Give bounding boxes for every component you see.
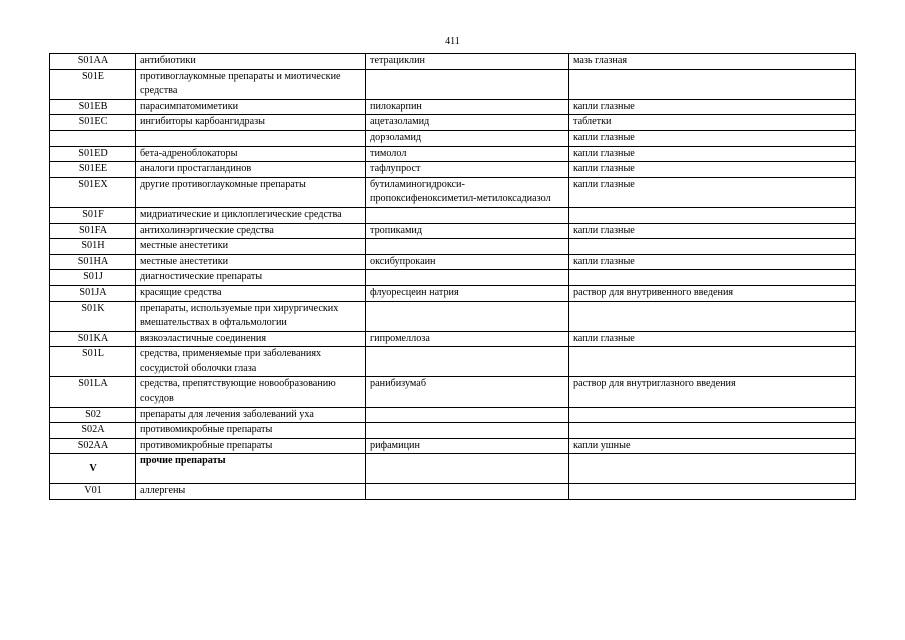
table-row	[50, 99, 856, 115]
atc-code-cell: S01FA	[50, 223, 136, 239]
atc-code-cell: S01L	[50, 347, 136, 377]
group-name-cell: аллергены	[136, 484, 366, 500]
table-row	[50, 54, 856, 70]
table-row	[50, 270, 856, 286]
atc-code-cell: S02AA	[50, 438, 136, 454]
table-row	[50, 331, 856, 347]
drug-name-cell	[366, 347, 569, 377]
table-row	[50, 285, 856, 301]
drug-name-cell: бутиламиногидрокси-пропоксифеноксиметил-метилоксадиазол	[366, 177, 569, 207]
dosage-form-cell	[569, 301, 856, 331]
dosage-form-cell	[569, 407, 856, 423]
group-name-cell: противомикробные препараты	[136, 438, 366, 454]
group-name-cell: средства, препятствующие новообразованию сосудов	[136, 377, 366, 407]
drug-name-cell: ранибизумаб	[366, 377, 569, 407]
group-name-cell: ингибиторы карбоангидразы	[136, 115, 366, 131]
group-name-cell: антибиотики	[136, 54, 366, 70]
group-name-cell: антихолинэргические средства	[136, 223, 366, 239]
table-row	[50, 377, 856, 407]
table-row	[50, 239, 856, 255]
drug-name-cell	[366, 69, 569, 99]
group-name-cell: аналоги простагландинов	[136, 162, 366, 178]
atc-code-cell: V	[50, 454, 136, 484]
group-name-cell: препараты для лечения заболеваний уха	[136, 407, 366, 423]
drug-name-cell	[366, 207, 569, 223]
atc-code-cell: S01EX	[50, 177, 136, 207]
drug-name-cell: ацетазоламид	[366, 115, 569, 131]
dosage-form-cell: капли глазные	[569, 162, 856, 178]
drug-name-cell: дорзоламид	[366, 130, 569, 146]
group-name-cell: другие противоглаукомные препараты	[136, 177, 366, 207]
dosage-form-cell: капли глазные	[569, 223, 856, 239]
table-row	[50, 454, 856, 484]
page-number: 411	[445, 36, 460, 47]
atc-code-cell	[50, 130, 136, 146]
group-name-cell: прочие препараты	[136, 454, 366, 484]
dosage-form-cell: капли глазные	[569, 254, 856, 270]
group-name-cell: диагностические препараты	[136, 270, 366, 286]
dosage-form-cell: капли глазные	[569, 99, 856, 115]
drug-name-cell: оксибупрокаин	[366, 254, 569, 270]
drug-name-cell: флуоресцеин натрия	[366, 285, 569, 301]
table-row	[50, 207, 856, 223]
table-row	[50, 438, 856, 454]
drug-name-cell: тропикамид	[366, 223, 569, 239]
drug-name-cell	[366, 423, 569, 439]
dosage-form-cell: капли глазные	[569, 177, 856, 207]
group-name-cell: мидриатические и циклоплегические средства	[136, 207, 366, 223]
drug-name-cell	[366, 454, 569, 484]
atc-code-cell: S01E	[50, 69, 136, 99]
drug-name-cell: рифамицин	[366, 438, 569, 454]
drug-name-cell: пилокарпин	[366, 99, 569, 115]
table-row	[50, 146, 856, 162]
table-row	[50, 223, 856, 239]
group-name-cell: местные анестетики	[136, 254, 366, 270]
group-name-cell: вязкоэластичные соединения	[136, 331, 366, 347]
atc-code-cell: S01H	[50, 239, 136, 255]
group-name-cell: средства, применяемые при заболеваниях сосудистой оболочки глаза	[136, 347, 366, 377]
dosage-form-cell	[569, 484, 856, 500]
drug-name-cell	[366, 484, 569, 500]
table-row	[50, 115, 856, 131]
table-row	[50, 484, 856, 500]
dosage-form-cell: мазь глазная	[569, 54, 856, 70]
group-name-cell	[136, 130, 366, 146]
table-row	[50, 347, 856, 377]
table-row	[50, 254, 856, 270]
table-row	[50, 407, 856, 423]
group-name-cell: парасимпатомиметики	[136, 99, 366, 115]
group-name-cell: препараты, используемые при хирургических вмешательствах в офтальмологии	[136, 301, 366, 331]
dosage-form-cell: таблетки	[569, 115, 856, 131]
dosage-form-cell	[569, 207, 856, 223]
dosage-form-cell	[569, 239, 856, 255]
dosage-form-cell	[569, 423, 856, 439]
table-body	[50, 54, 856, 500]
drug-name-cell	[366, 239, 569, 255]
atc-code-cell: S01EB	[50, 99, 136, 115]
drug-name-cell: гипромеллоза	[366, 331, 569, 347]
group-name-cell: красящие средства	[136, 285, 366, 301]
table-row	[50, 162, 856, 178]
group-name-cell: противоглаукомные препараты и миотические средства	[136, 69, 366, 99]
atc-code-cell: S01LA	[50, 377, 136, 407]
drug-name-cell: тетрациклин	[366, 54, 569, 70]
dosage-form-cell: капли глазные	[569, 331, 856, 347]
dosage-form-cell	[569, 454, 856, 484]
drug-name-cell	[366, 407, 569, 423]
table-row	[50, 69, 856, 99]
atc-code-cell: S01HA	[50, 254, 136, 270]
atc-code-cell: S01ED	[50, 146, 136, 162]
dosage-form-cell	[569, 347, 856, 377]
dosage-form-cell: капли глазные	[569, 130, 856, 146]
atc-code-cell: S02A	[50, 423, 136, 439]
group-name-cell: противомикробные препараты	[136, 423, 366, 439]
table-row	[50, 423, 856, 439]
group-name-cell: бета-адреноблокаторы	[136, 146, 366, 162]
table-row	[50, 301, 856, 331]
atc-code-cell: S01JA	[50, 285, 136, 301]
table-row	[50, 130, 856, 146]
table-row	[50, 177, 856, 207]
drug-name-cell	[366, 270, 569, 286]
drug-name-cell	[366, 301, 569, 331]
dosage-form-cell	[569, 69, 856, 99]
dosage-form-cell: капли глазные	[569, 146, 856, 162]
dosage-form-cell: раствор для внутриглазного введения	[569, 377, 856, 407]
atc-code-cell: S02	[50, 407, 136, 423]
drug-name-cell: тафлупрост	[366, 162, 569, 178]
atc-code-cell: S01K	[50, 301, 136, 331]
atc-code-cell: S01EC	[50, 115, 136, 131]
drug-name-cell: тимолол	[366, 146, 569, 162]
group-name-cell: местные анестетики	[136, 239, 366, 255]
drug-classification-table	[49, 53, 856, 500]
atc-code-cell: S01EE	[50, 162, 136, 178]
atc-code-cell: S01KA	[50, 331, 136, 347]
dosage-form-cell: капли ушные	[569, 438, 856, 454]
atc-code-cell: V01	[50, 484, 136, 500]
atc-code-cell: S01F	[50, 207, 136, 223]
dosage-form-cell: раствор для внутривенного введения	[569, 285, 856, 301]
dosage-form-cell	[569, 270, 856, 286]
atc-code-cell: S01J	[50, 270, 136, 286]
atc-code-cell: S01AA	[50, 54, 136, 70]
